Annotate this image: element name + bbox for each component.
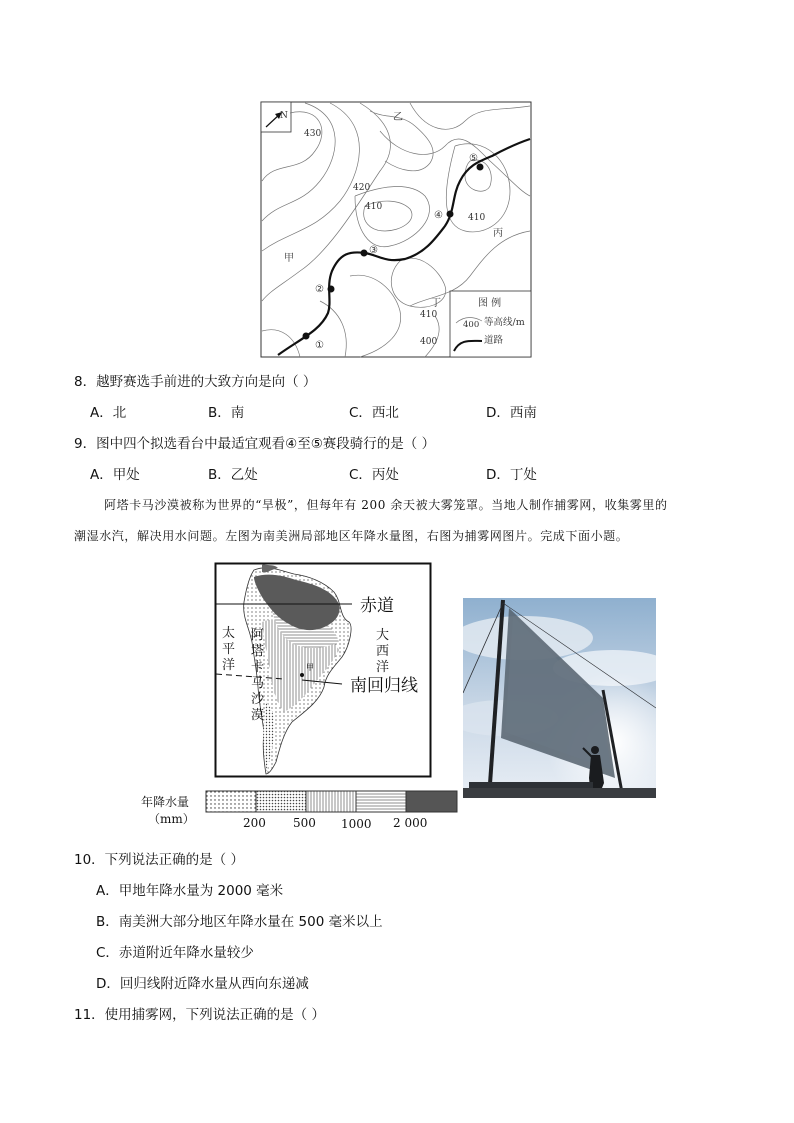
stand-label-3: ③ bbox=[369, 245, 378, 256]
atlantic-label-2: 西 bbox=[376, 644, 390, 659]
legend-tick-200: 200 bbox=[243, 816, 266, 830]
stand-point-1 bbox=[303, 333, 310, 340]
question-9-option-a[interactable]: A．甲处 bbox=[90, 467, 140, 483]
pacific-label-2: 平 bbox=[222, 642, 236, 657]
legend-tick-1000: 1000 bbox=[341, 817, 372, 831]
south-america-precipitation-map bbox=[214, 562, 432, 778]
question-8-option-a[interactable]: A．北 bbox=[90, 405, 127, 421]
desert-label-6: 漠 bbox=[251, 708, 265, 723]
atlantic-label-1: 大 bbox=[376, 628, 390, 643]
tropic-label: 南回归线 bbox=[350, 676, 418, 696]
place-label-bing: 丙 bbox=[493, 228, 503, 239]
question-10-option-b[interactable]: B．南美洲大部分地区年降水量在 500 毫米以上 bbox=[96, 914, 383, 930]
passage-line-2: 潮湿水汽，解决用水问题。左图为南美洲局部地区年降水量图，右图为捕雾网图片。完成下面小题。 bbox=[74, 529, 629, 543]
pacific-label-1: 太 bbox=[222, 626, 236, 641]
desert-label-2: 塔 bbox=[251, 644, 265, 659]
legend-tick-2000: 2 000 bbox=[393, 816, 428, 830]
stand-point-4 bbox=[447, 211, 454, 218]
desert-label-5: 沙 bbox=[251, 692, 265, 707]
question-10-option-a[interactable]: A．甲地年降水量为 2000 毫米 bbox=[96, 883, 284, 899]
legend-tick-500: 500 bbox=[293, 816, 316, 830]
fog-net-photo bbox=[463, 598, 656, 798]
desert-label-4: 马 bbox=[251, 676, 265, 691]
question-10-option-c[interactable]: C．赤道附近年降水量较少 bbox=[96, 945, 254, 961]
contour-label-400: 400 bbox=[420, 337, 438, 347]
legend-title: 图 例 bbox=[478, 298, 502, 309]
point-jia-label: 甲 bbox=[306, 663, 314, 672]
contour-label-420: 420 bbox=[353, 183, 371, 193]
question-8-option-c[interactable]: C．西北 bbox=[349, 405, 399, 421]
contour-label-430: 430 bbox=[304, 129, 322, 139]
desert-label-1: 阿 bbox=[251, 628, 265, 643]
stand-label-2: ② bbox=[315, 284, 324, 295]
atlantic-label-3: 洋 bbox=[376, 660, 390, 675]
question-10-stem: 10．下列说法正确的是（ ） bbox=[74, 852, 244, 868]
desert-label-3: 卡 bbox=[251, 660, 265, 675]
point-jia-marker bbox=[300, 673, 304, 677]
question-9-option-c[interactable]: C．丙处 bbox=[349, 467, 399, 483]
question-9-option-d[interactable]: D．丁处 bbox=[486, 467, 537, 483]
place-label-ding: 丁 bbox=[431, 298, 441, 309]
passage-line-1: 阿塔卡马沙漠被称为世界的“旱极”，但每年有 200 余天被大雾笼罩。当地人制作捕雾网，收集雾里的 bbox=[104, 498, 668, 512]
precipitation-legend-bar bbox=[205, 790, 459, 814]
equator-label: 赤道 bbox=[360, 596, 394, 616]
legend-unit: （mm） bbox=[148, 812, 195, 826]
topographic-map bbox=[260, 101, 532, 358]
stand-label-5: ⑤ bbox=[469, 153, 478, 164]
stand-point-3 bbox=[361, 250, 368, 257]
legend-contour-sample: 400 bbox=[463, 320, 480, 330]
legend-contour-label: 等高线/m bbox=[484, 317, 525, 328]
question-11-stem: 11．使用捕雾网，下列说法正确的是（ ） bbox=[74, 1007, 325, 1023]
legend-title: 年降水量 bbox=[141, 795, 190, 809]
legend-road-label: 道路 bbox=[484, 335, 504, 346]
question-9-stem: 9．图中四个拟选看台中最适宜观看④至⑤赛段骑行的是（ ） bbox=[74, 436, 436, 452]
question-8-option-d[interactable]: D．西南 bbox=[486, 405, 537, 421]
stand-label-1: ① bbox=[315, 340, 324, 351]
question-8-stem: 8．越野赛选手前进的大致方向是向（ ） bbox=[74, 374, 317, 390]
question-8-option-b[interactable]: B．南 bbox=[208, 405, 245, 421]
map-legend bbox=[450, 291, 531, 357]
contour-label-410-b: 410 bbox=[468, 213, 486, 223]
stand-label-4: ④ bbox=[434, 210, 443, 221]
question-9-option-b[interactable]: B．乙处 bbox=[208, 467, 258, 483]
contour-label-410-a: 410 bbox=[365, 202, 383, 212]
question-10-option-d[interactable]: D．回归线附近降水量从西向东递减 bbox=[96, 976, 309, 992]
place-label-jia: 甲 bbox=[284, 253, 294, 264]
pacific-label-3: 洋 bbox=[222, 658, 236, 673]
north-label: N bbox=[280, 111, 288, 121]
place-label-yi: 乙 bbox=[393, 112, 403, 123]
stand-point-5 bbox=[477, 164, 484, 171]
contour-label-410-c: 410 bbox=[420, 310, 438, 320]
stand-point-2 bbox=[328, 286, 335, 293]
